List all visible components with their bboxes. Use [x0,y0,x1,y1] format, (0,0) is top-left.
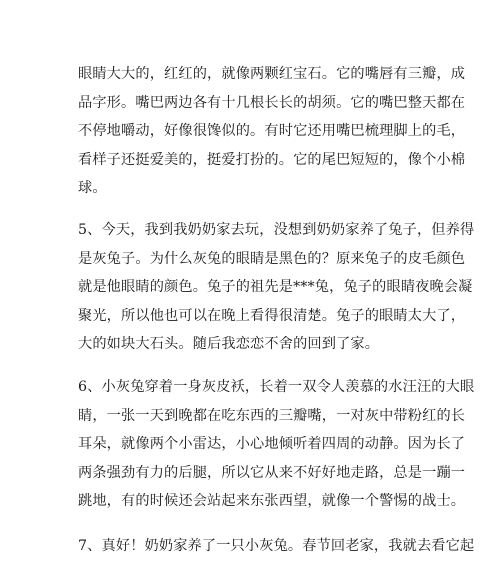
text-line: 看样子还挺爱美的，挺爱打扮的。它的尾巴短短的，像个小棉 [78,151,466,168]
text-line: 睛，一张一天到晚都在吃东西的三瓣嘴，一对灰中带粉红的长 [78,407,466,424]
text-line: 跳地，有的时候还会站起来东张西望，就像一个警惕的战士。 [78,493,466,509]
text-line: 球。 [78,180,107,196]
paragraph-5 [78,216,475,359]
text-line: 大的如块大石头。随后我恋恋不舍的回到了家。 [78,336,380,352]
text-line: 品字形。嘴巴两边各有十几根长长的胡须。它的嘴巴整天都在 [78,94,466,111]
text-line: 6、小灰兔穿着一身灰皮袄，长着一双令人羡慕的水汪汪的大眼 [78,379,475,395]
text-line: 耳朵，就像两个小雷达，小心地倾听着四周的动静。因为长了 [78,436,466,452]
text-line: 就是他眼睛的颜色。兔子的祖先是***兔，兔子的眼睛夜晚会凝 [78,279,473,295]
paragraph-6 [78,373,475,516]
text-line: 是灰兔子。为什么灰兔的眼睛是黑色的？原来兔子的皮毛颜色 [78,250,466,267]
text-line: 眼睛大大的，红红的，就像两颗红宝石。它的嘴唇有三瓣，成 [78,66,466,82]
text-line: 聚光，所以他也可以在晚上看得很清楚。兔子的眼睛太大了， [78,307,466,324]
text-line: 两条强劲有力的后腿，所以它从来不好好地走路，总是一蹦一 [78,464,466,481]
paragraph-rabbit-description [78,60,466,203]
paragraph-7 [78,532,475,561]
text-line: 不停地嚼动，好像很馋似的。有时它还用嘴巴梳理脚上的毛， [78,123,466,139]
text-line: 7、真好！奶奶家养了一只小灰兔。春节回老家，我就去看它起 [78,538,475,554]
text-line: 5、今天，我到我奶奶家去玩，没想到奶奶家养了兔子，但养得 [78,222,475,238]
